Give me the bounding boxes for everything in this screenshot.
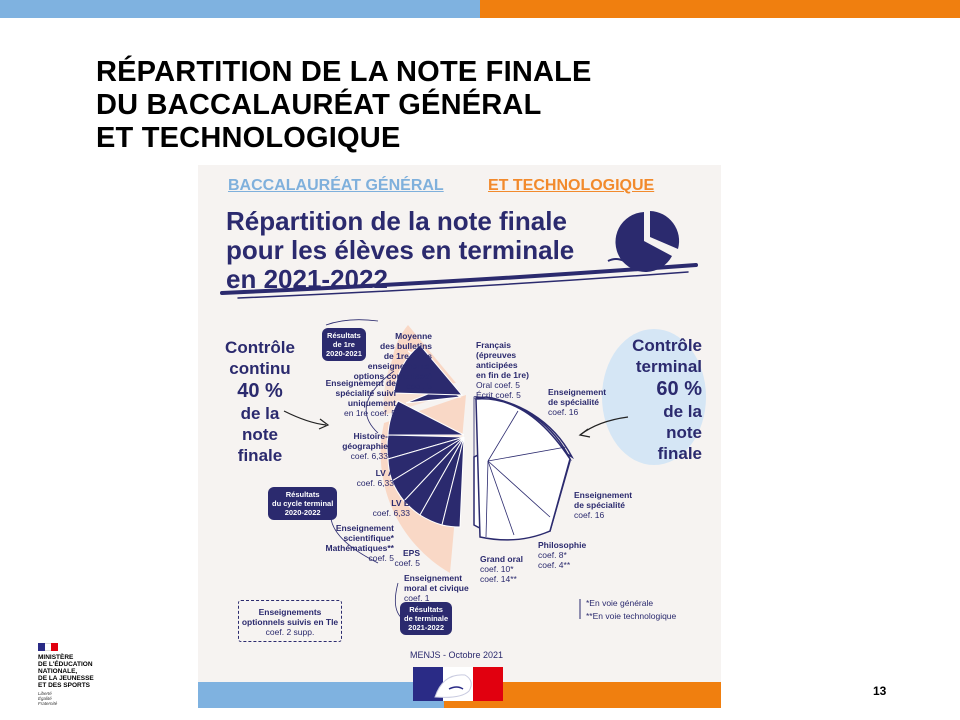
top-bar-blue <box>0 0 480 18</box>
label-line: Enseignement de <box>325 378 396 388</box>
pill-line: de 1re <box>332 340 355 349</box>
label-line: géographie <box>342 441 388 451</box>
label-line: Enseignement <box>548 387 607 397</box>
pill-line: du cycle terminal <box>272 499 334 508</box>
final-exams-label <box>610 335 702 464</box>
label-line: Philosophie <box>538 540 587 550</box>
infographic-header-technologique: ET TECHNOLOGIQUE <box>488 177 655 194</box>
label-line: des bulletins <box>380 341 432 351</box>
ministry-name <box>38 654 128 689</box>
infographic-title-line: pour les élèves en terminale <box>226 235 575 265</box>
slide-title-line: DU BACCALAURÉAT GÉNÉRAL <box>96 89 542 121</box>
optional-box-line: optionnels suivis en Tle <box>241 617 339 627</box>
label-specialite-premiere <box>304 378 396 418</box>
label-line: coef. 10* <box>480 564 514 574</box>
label-line: uniquement <box>347 398 396 408</box>
slide-title-line: RÉPARTITION DE LA NOTE FINALE <box>96 56 592 88</box>
label-line: Mathématiques** <box>325 543 394 553</box>
infographic-header-general: BACCALAURÉAT GÉNÉRAL <box>228 177 444 194</box>
label-line: LV A <box>375 468 394 478</box>
label-line: Moyenne <box>395 331 432 341</box>
motto-line: Liberté <box>38 691 52 696</box>
label-line: coef. 6,33 <box>356 478 394 488</box>
label-line: Français <box>476 340 511 350</box>
label-francais <box>476 340 529 400</box>
ministry-name-line: NATIONALE, <box>38 668 78 675</box>
final-exams-percent: 60 % <box>656 378 702 400</box>
infographic-credit: MENJS - Octobre 2021 <box>410 650 504 660</box>
label-line: options comprises) <box>353 371 432 381</box>
pill-line: 2020-2022 <box>284 508 321 517</box>
pill-line: de terminale <box>404 614 449 623</box>
continuous-assessment-percent: 40 % <box>237 380 283 402</box>
final-exams-line: de la <box>663 402 702 421</box>
ministry-motto <box>38 691 128 706</box>
label-line: de spécialité <box>574 500 626 510</box>
label-specialite-1 <box>548 387 606 417</box>
label-histoire-geographie <box>326 431 388 461</box>
label-line: EPS <box>402 548 420 558</box>
infographic <box>198 165 721 708</box>
label-line: (épreuves <box>476 350 517 360</box>
pill-line: Résultats <box>409 605 443 614</box>
label-line: coef. 6,33 <box>350 451 388 461</box>
ministry-logo <box>38 643 128 706</box>
label-line: anticipées <box>476 360 518 370</box>
footnote-technologique: **En voie technologique <box>586 611 677 621</box>
optional-courses-box <box>238 600 342 642</box>
label-line: Enseignement <box>335 523 394 533</box>
infographic-title-line: en 2021-2022 <box>226 264 388 294</box>
label-eps <box>378 548 420 568</box>
ministry-name-line: ET DES SPORTS <box>38 682 91 689</box>
infographic-title-line: Répartition de la note finale <box>226 206 567 236</box>
pie-icon <box>608 211 679 272</box>
continuous-assessment-line: note <box>242 425 278 444</box>
label-line: en 1re coef. 5 <box>344 408 396 418</box>
label-specialite-2 <box>574 490 632 520</box>
pill-line: Résultats <box>285 490 320 499</box>
continuous-assessment-line: continu <box>229 359 291 378</box>
republic-flag-icon <box>38 643 58 651</box>
label-line: Enseignement <box>404 573 463 583</box>
footnote-general: *En voie générale <box>586 598 654 608</box>
pill-line: Résultats <box>327 331 361 340</box>
label-line: de spécialité <box>548 397 600 407</box>
marianne-logo <box>413 667 503 701</box>
slide-title <box>96 56 796 155</box>
label-line: Oral coef. 5 <box>476 380 520 390</box>
ministry-name-line: MINISTÈRE <box>38 654 74 661</box>
label-line: coef. 5 <box>406 381 432 391</box>
label-grand-oral <box>480 554 523 584</box>
label-line: coef. 14** <box>480 574 517 584</box>
label-line: coef. 1 <box>404 593 430 603</box>
label-line: scientifique* <box>343 533 394 543</box>
pill-line: 2020-2021 <box>326 349 362 358</box>
infographic-footer-blue <box>198 682 444 708</box>
optional-box-line: coef. 2 supp. <box>265 627 315 637</box>
label-line: coef. 16 <box>548 407 579 417</box>
slide-title-line: ET TECHNOLOGIQUE <box>96 122 401 154</box>
label-line: coef. 4** <box>538 560 571 570</box>
label-line: Histoire- <box>353 431 388 441</box>
top-bar-orange <box>480 0 960 18</box>
ministry-name-line: DE L'ÉDUCATION <box>38 661 93 668</box>
label-line: Grand oral <box>480 554 523 564</box>
continuous-assessment-line: finale <box>237 446 283 465</box>
final-exams-line: note <box>666 423 702 442</box>
label-line: coef. 16 <box>574 510 605 520</box>
pill-line: 2021-2022 <box>408 623 445 632</box>
label-line: moral et civique <box>404 583 469 593</box>
optional-box-line: Enseignements <box>258 607 322 617</box>
label-line: en fin de 1re) <box>476 370 529 380</box>
label-line: coef. 8* <box>538 550 567 560</box>
label-line: de 1re (tous <box>383 351 432 361</box>
continuous-assessment-label <box>218 337 302 466</box>
label-line: LV B <box>391 498 410 508</box>
motto-line: Fraternité <box>38 701 58 706</box>
label-line: enseignements, <box>367 361 432 371</box>
final-exams-line: Contrôle <box>632 336 702 355</box>
label-line: Écrit coef. 5 <box>476 390 521 400</box>
label-philosophie <box>538 540 586 570</box>
continuous-assessment-line: de la <box>240 404 280 423</box>
results-terminale-pill <box>400 602 452 635</box>
label-line: coef. 5 <box>368 553 394 563</box>
motto-line: Égalité <box>38 696 52 701</box>
label-lvb <box>326 498 410 518</box>
label-lva <box>326 468 394 488</box>
label-line: coef. 6,33 <box>372 508 410 518</box>
label-enseignement-moral-civique <box>404 573 469 603</box>
label-line: Enseignement <box>574 490 633 500</box>
label-line: spécialité suivi <box>335 388 396 398</box>
final-exams-pie <box>474 397 572 540</box>
final-exams-line: terminal <box>635 357 702 376</box>
page-number: 13 <box>873 684 887 698</box>
continuous-assessment-line: Contrôle <box>225 338 295 357</box>
ministry-name-line: DE LA JEUNESSE <box>38 675 94 682</box>
label-line: coef. 5 <box>394 558 420 568</box>
final-exams-line: finale <box>657 444 702 463</box>
